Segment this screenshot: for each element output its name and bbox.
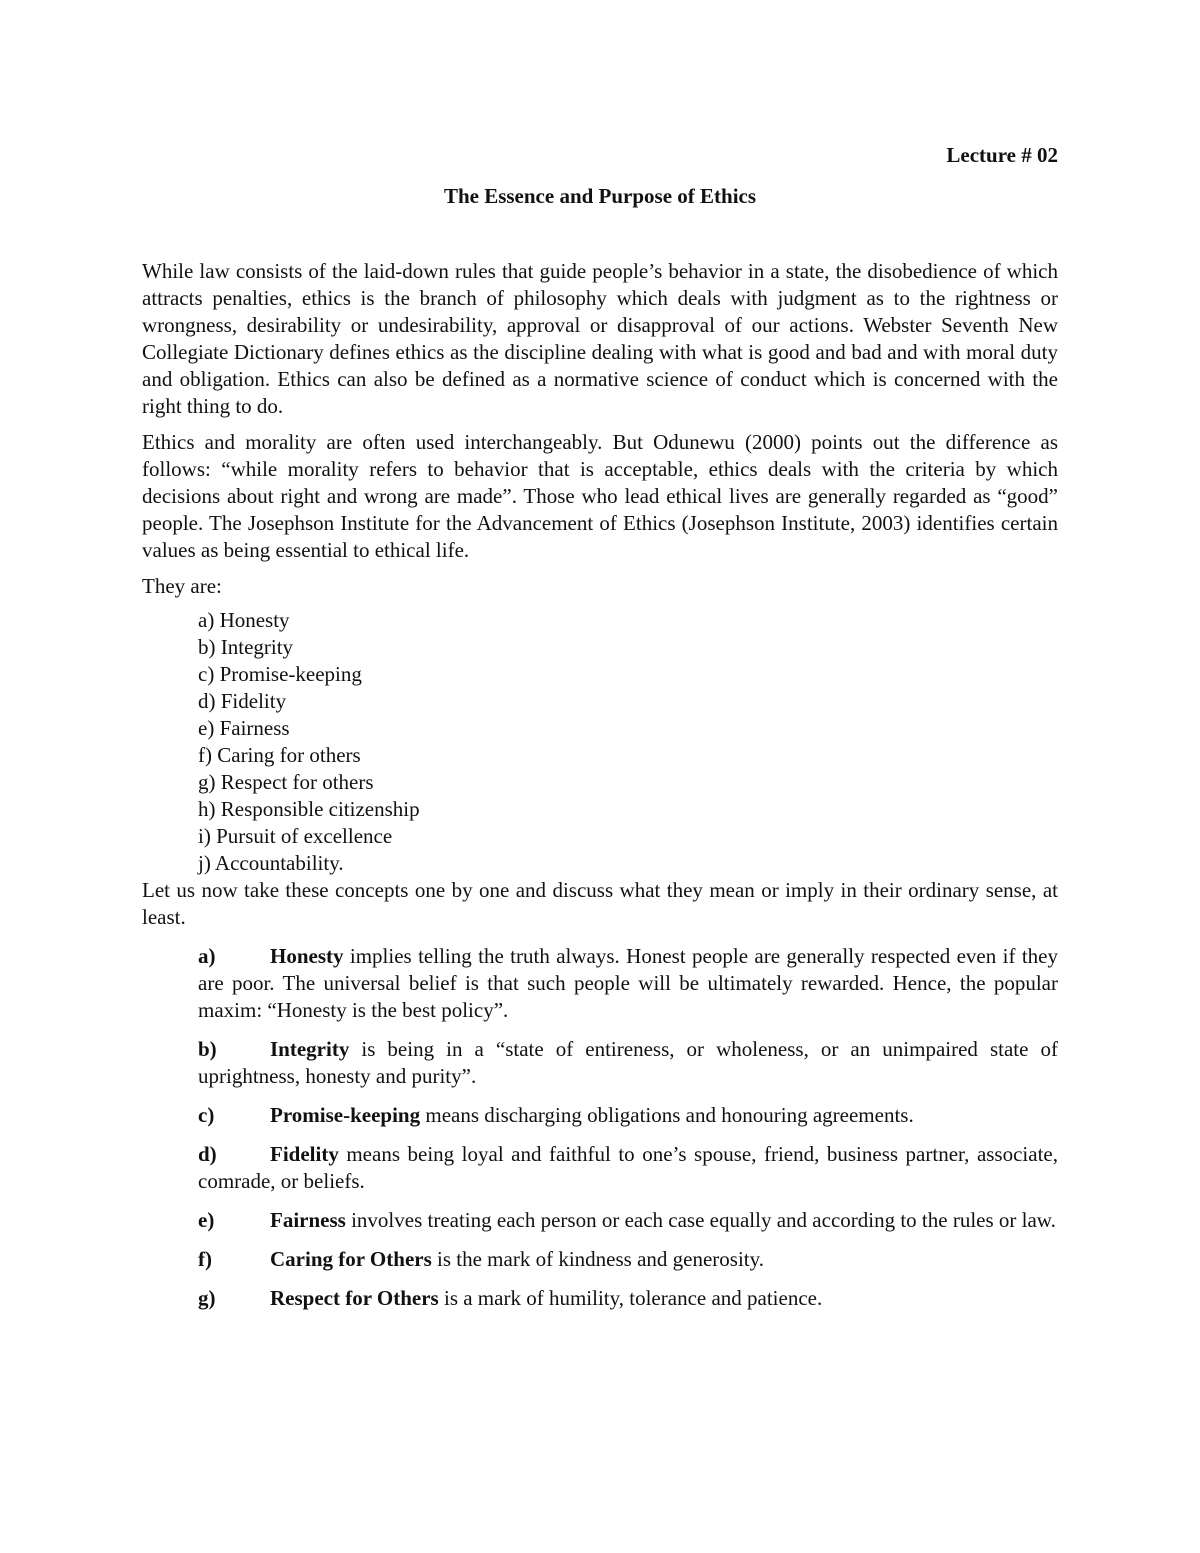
document-title: The Essence and Purpose of Ethics <box>443 184 757 208</box>
definition-letter: a) <box>198 944 216 968</box>
list-item: e) Fairness <box>198 716 290 740</box>
list-item: d) Fidelity <box>198 689 287 713</box>
list-item: f) Caring for others <box>198 743 361 767</box>
definition-term: Fidelity <box>270 1142 339 1166</box>
definition-term: Honesty <box>270 944 344 968</box>
paragraph-they-are: They are: <box>142 574 222 598</box>
definition-fidelity <box>142 1141 1058 1195</box>
definition-term: Respect for Others <box>270 1286 439 1310</box>
definition-text: is a mark of humility, tolerance and patience. <box>438 1286 823 1310</box>
list-item: c) Promise-keeping <box>198 662 362 686</box>
definition-text: is being in a “state of entireness, or wholeness, or an unimpaired state of uprightness, honesty and purity”. <box>198 1037 1058 1088</box>
paragraph-law-ethics: While law consists of the laid-down rules that guide people’s behavior in a state, the disobedience of which attracts penalties, ethics is the branch of philosophy which deals with judgment as to the rightness or wrongness, desirability or undesirability, approval or disapproval of our actions. Webster Seventh New Collegiate Dictionary defines ethics as the discipline dealing with what is good and bad and with moral duty and obligation. Ethics can also be defined as a normative science of conduct which is concerned with the right thing to do. <box>142 259 1058 418</box>
definition-text: is the mark of kindness and generosity. <box>431 1247 765 1271</box>
list-item: b) Integrity <box>198 635 294 659</box>
list-item: j) Accountability. <box>198 851 344 875</box>
paragraph-concepts-intro: Let us now take these concepts one by one and discuss what they mean or imply in their ordinary sense, at least. <box>142 878 1058 929</box>
definition-letter: g) <box>198 1286 216 1310</box>
definition-fairness <box>142 1207 1058 1234</box>
list-item: h) Responsible citizenship <box>198 797 420 821</box>
definition-term: Promise-keeping <box>270 1103 421 1127</box>
paragraph-ethics-morality: Ethics and morality are often used interchangeably. But Odunewu (2000) points out the difference as follows: “while morality refers to behavior that is acceptable, ethics deals with the criteria by which decisions about right and wrong are made”. Those who lead ethical lives are generally regarded as “good” people. The Josephson Institute for the Advancement of Ethics (Josephson Institute, 2003) identifies certain values as being essential to ethical life. <box>142 430 1058 562</box>
list-item: i) Pursuit of excellence <box>198 824 393 848</box>
definition-term: Caring for Others <box>270 1247 432 1271</box>
list-item: a) Honesty <box>198 608 290 632</box>
definition-letter: c) <box>198 1103 215 1127</box>
definition-text: means discharging obligations and honouring agreements. <box>420 1103 914 1127</box>
definition-promise-keeping <box>142 1102 1058 1129</box>
definition-honesty <box>142 943 1058 1024</box>
definition-integrity <box>142 1036 1058 1090</box>
definition-text: involves treating each person or each case equally and according to the rules or law. <box>345 1208 1056 1232</box>
definition-respect-for-others <box>142 1285 1058 1312</box>
definition-letter: b) <box>198 1037 217 1061</box>
definition-text: implies telling the truth always. Honest people are generally respected even if they are poor. The universal belief is that such people will be ultimately rewarded. Hence, the popular maxim: “Honesty is the best policy”. <box>198 944 1058 1022</box>
values-list <box>142 607 1058 877</box>
definition-letter: e) <box>198 1208 215 1232</box>
list-item: g) Respect for others <box>198 770 374 794</box>
definition-letter: f) <box>198 1247 212 1271</box>
lecture-number: Lecture # 02 <box>946 143 1058 167</box>
definition-letter: d) <box>198 1142 217 1166</box>
definition-text: means being loyal and faithful to one’s spouse, friend, business partner, associate, comrade, or beliefs. <box>198 1142 1058 1193</box>
definition-caring-for-others <box>142 1246 1058 1273</box>
definition-term: Fairness <box>270 1208 346 1232</box>
document-body <box>142 258 1058 1324</box>
definition-term: Integrity <box>270 1037 350 1061</box>
